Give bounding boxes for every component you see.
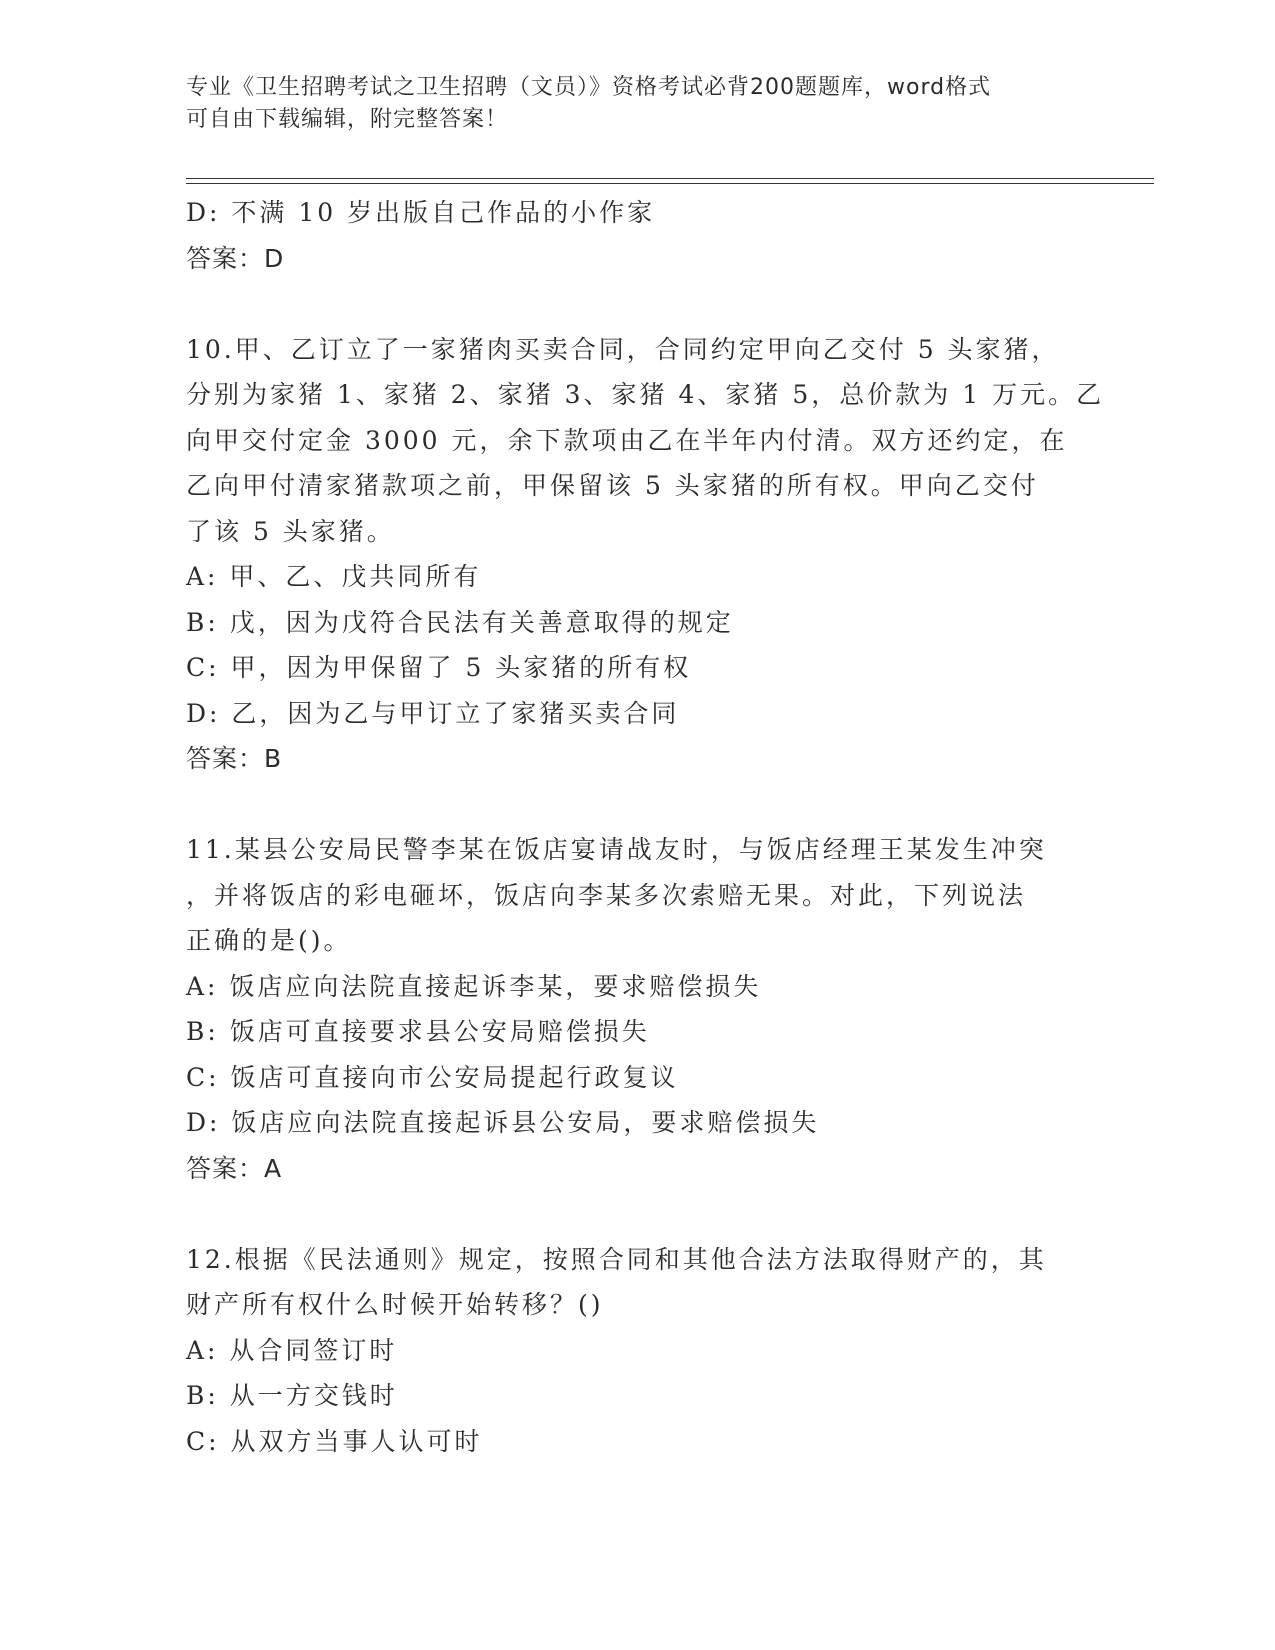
question-stem-line: ，并将饭店的彩电砸坏，饭店向李某多次索赔无果。对此，下列说法	[186, 880, 1027, 910]
answer-line: 答案：D	[186, 243, 285, 273]
option-line: B: 戊，因为戊符合民法有关善意取得的规定	[186, 607, 734, 637]
question-stem-line: 乙向甲付清家猪款项之前，甲保留该 5 头家猪的所有权。甲向乙交付	[186, 471, 1039, 500]
header-title-line-2: 可自由下载编辑，附完整答案！	[186, 107, 509, 132]
answer-line: 答案：B	[186, 744, 283, 773]
option-line: D: 乙，因为乙与甲订立了家猪买卖合同	[186, 698, 680, 728]
question-stem-line: 向甲交付定金 3000 元，余下款项由乙在半年内付清。双方还约定，在	[186, 425, 1068, 455]
option-line: A: 从合同签订时	[186, 1335, 398, 1365]
question-stem-line: 10.甲、乙订立了一家猪肉买卖合同，合同约定甲向乙交付 5 头家猪，	[186, 334, 1060, 364]
option-line: D: 饭店应向法院直接起诉县公安局，要求赔偿损失	[186, 1108, 820, 1137]
header-title-line-1: 专业《卫生招聘考试之卫生招聘（文员）》资格考试必背200题题库，word格式	[186, 75, 992, 100]
question-stem-line: 财产所有权什么时候开始转移？()	[186, 1290, 604, 1319]
question-stem-line: 11.某县公安局民警李某在饭店宴请战友时，与饭店经理王某发生冲突	[186, 835, 1047, 864]
question-list	[186, 190, 1106, 1464]
option-line: B: 饭店可直接要求县公安局赔偿损失	[186, 1017, 650, 1046]
question-stem-line: 12.根据《民法通则》规定，按照合同和其他合法方法取得财产的，其	[186, 1244, 1047, 1274]
option-line: A: 饭店应向法院直接起诉李某，要求赔偿损失	[186, 971, 762, 1001]
question-stem-line: 了该 5 头家猪。	[186, 516, 395, 546]
question-gap	[186, 1191, 1106, 1237]
question-gap	[186, 782, 1106, 828]
option-line: A: 甲、乙、戊共同所有	[186, 562, 482, 591]
option-line: D: 不满 10 岁出版自己作品的小作家	[186, 198, 656, 227]
option-line: C: 饭店可直接向市公安局提起行政复议	[186, 1062, 679, 1092]
option-line: B: 从一方交钱时	[186, 1381, 398, 1410]
question-gap	[186, 281, 1106, 327]
document-header	[186, 72, 1086, 136]
option-line: C: 甲，因为甲保留了 5 头家猪的所有权	[186, 653, 692, 682]
header-divider-top	[186, 178, 1154, 179]
question-stem-line: 正确的是()。	[186, 926, 352, 955]
question-stem-line: 分别为家猪 1、家猪 2、家猪 3、家猪 4、家猪 5，总价款为 1 万元。乙	[186, 380, 1105, 409]
option-line: C: 从双方当事人认可时	[186, 1426, 483, 1456]
answer-line: 答案：A	[186, 1153, 283, 1183]
header-divider-bottom	[186, 183, 1154, 184]
